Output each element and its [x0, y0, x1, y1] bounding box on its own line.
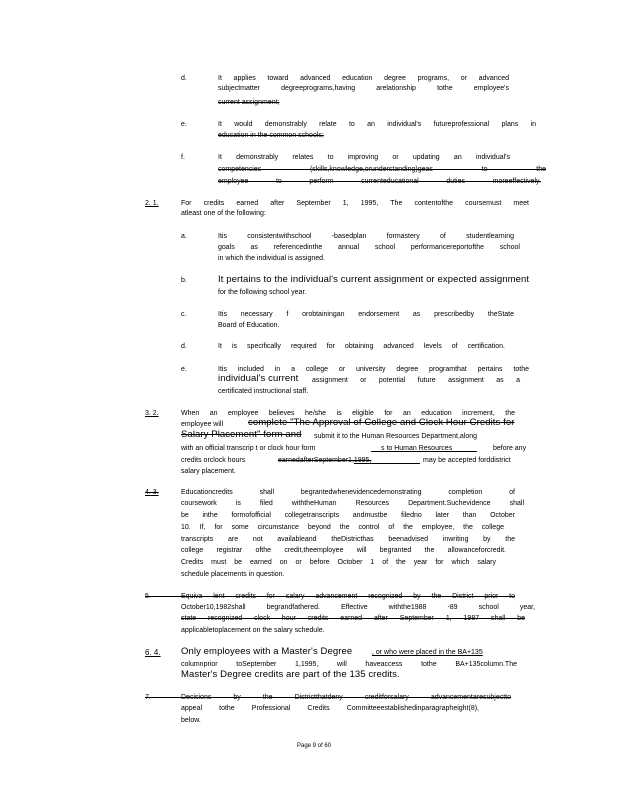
paragraph-line: assignment or potential future assignment as a	[312, 377, 520, 384]
paragraph-line: be inthe formofofficial collegetranscripts andmustbe filedno later than October	[181, 512, 515, 519]
paragraph-line: For credits earned after September 1, 1995, The contentofthe coursemust meet	[181, 200, 529, 207]
paragraph-line: Educationcredits shall begrantedwhenevidencedemonstrating completion of	[181, 489, 515, 496]
paragraph-line: October10,1982shall begrandfathered. Effective withthe1988 -89 school year,	[181, 604, 535, 611]
item-number: 2. 1.	[145, 200, 159, 207]
item-marker: e.	[181, 121, 187, 128]
paragraph-line: Master's Degree credits are part of the 135 credits.	[181, 669, 400, 680]
paragraph-line: atleast one of the following:	[181, 210, 266, 217]
paragraph-line: subjectmatter degreeprograms,having arelationship tothe employee's	[218, 85, 509, 92]
paragraph-line: salary placement.	[181, 468, 236, 475]
paragraph-line: coursework is filed withtheHuman Resources Department.Suchevidence shall	[181, 500, 524, 507]
paragraph-line: competencies (skills,knowledge,orunderstanding)geas to the	[218, 166, 546, 173]
page-number: Page 9 of 60	[297, 743, 332, 749]
paragraph-line: may be accepted forddistrict	[423, 457, 511, 464]
paragraph-line: for the following school year.	[218, 289, 307, 296]
paragraph-line: It applies toward advanced education degree programs, or advanced	[218, 75, 509, 82]
underline-rule	[371, 451, 477, 452]
item-number: 6. 4.	[145, 648, 161, 657]
paragraph-line: current assignment;	[218, 99, 280, 106]
paragraph-line: Itis necessary f orobtainingan endorsement as prescribedby theState	[218, 311, 514, 318]
paragraph-line: applicabletoplacement on the salary schedule.	[181, 627, 325, 634]
item-number: 4. 3.	[145, 489, 159, 496]
item-marker: d.	[181, 343, 187, 350]
underlined-text: s to Human Resources	[381, 445, 453, 452]
item-number: 3. 2.	[145, 410, 159, 417]
paragraph-line: below.	[181, 717, 201, 724]
paragraph-line: Credits must be earned on or before October 1 of the year for which salary	[181, 559, 496, 566]
paragraph-line: It demonstrably relates to improving or updating an individual's	[218, 154, 510, 161]
paragraph-line: certificated instructional staff.	[218, 388, 309, 395]
item-marker: f.	[181, 154, 185, 161]
paragraph-line: Itis consistentwithschool -basedplan formastery of studentlearning	[218, 233, 514, 240]
item-marker: d.	[181, 75, 187, 82]
paragraph-line: before any	[493, 445, 527, 452]
item-marker: a.	[181, 233, 187, 240]
underline-rule	[354, 463, 420, 464]
paragraph-line: transcripts are not availableand theDistricthas beenadvised inwriting by the	[181, 536, 515, 543]
underlined-text: , or who were placed in the BA+135	[372, 649, 483, 656]
paragraph-line: in which the individual is assigned.	[218, 255, 326, 262]
item-marker: e.	[181, 366, 187, 373]
paragraph-line: Board of Education.	[218, 322, 280, 329]
struck-text: earnedafterSeptember1,1995,	[278, 457, 372, 464]
paragraph-line: submit it to the Human Resources Department,along	[314, 433, 478, 440]
paragraph-line: Itis included in a college or university degree programthat pertains tothe	[218, 366, 529, 373]
paragraph-line: employee to perform currenteducational duties moreeffectively.	[218, 178, 541, 185]
paragraph-line: appeal tothe Professional Credits Committeeestablishedinparagrapheight(8),	[181, 705, 479, 712]
paragraph-line: individual's current	[218, 373, 299, 384]
paragraph-line: with an official transcrip t or clock hour form	[181, 445, 316, 452]
paragraph-line: It would demonstrably relate to an individual's futureprofessional plans in	[218, 121, 536, 128]
strike-rule	[145, 596, 181, 597]
paragraph-line: It pertains to the individual's current assignment or expected assignment	[218, 274, 530, 285]
paragraph-line: 10. If, for some circumstance beyond the control of the employee, the college	[181, 524, 504, 531]
item-marker: b.	[181, 277, 187, 284]
struck-text: Salary Placement" form and	[181, 429, 302, 440]
struck-text: Equiva lent credits for salary advancement recognized by the District prior to	[181, 593, 515, 600]
struck-text: Decisions by the Districtthatdeny creditforsalary advancementaresubjectto	[181, 694, 511, 701]
item-marker: c.	[181, 311, 187, 318]
paragraph-line: When an employee believes he/she is eligible for an education increment, the	[181, 410, 515, 417]
paragraph-line: college registrar ofthe credit,theemployee will begranted the allowanceforcredit.	[181, 547, 506, 554]
struck-text: state recognized clock hour credits earned after September 1, 1987 shall be	[181, 615, 525, 622]
paragraph-line: columnprior toSeptember 1,1995, will haveaccess tothe BA+135column.The	[181, 661, 517, 668]
strike-rule	[145, 697, 181, 698]
item-number: 5.	[145, 593, 151, 600]
paragraph-line: schedule placements in question.	[181, 571, 285, 578]
item-number: 7.	[145, 694, 151, 701]
struck-text: complete "The Approval of College and Clock Hour Credits for	[248, 417, 515, 428]
paragraph-line: It is specifically required for obtaining advanced levels of certification.	[218, 343, 505, 350]
paragraph-line: education in the common schools;	[218, 132, 324, 139]
paragraph-line: goals as referencedinthe annual school performancereportofthe school	[218, 244, 520, 251]
paragraph-line: employee will	[181, 421, 224, 428]
paragraph-line: credits orclock hours	[181, 457, 246, 464]
paragraph-line: Only employees with a Master's Degree	[181, 646, 353, 657]
